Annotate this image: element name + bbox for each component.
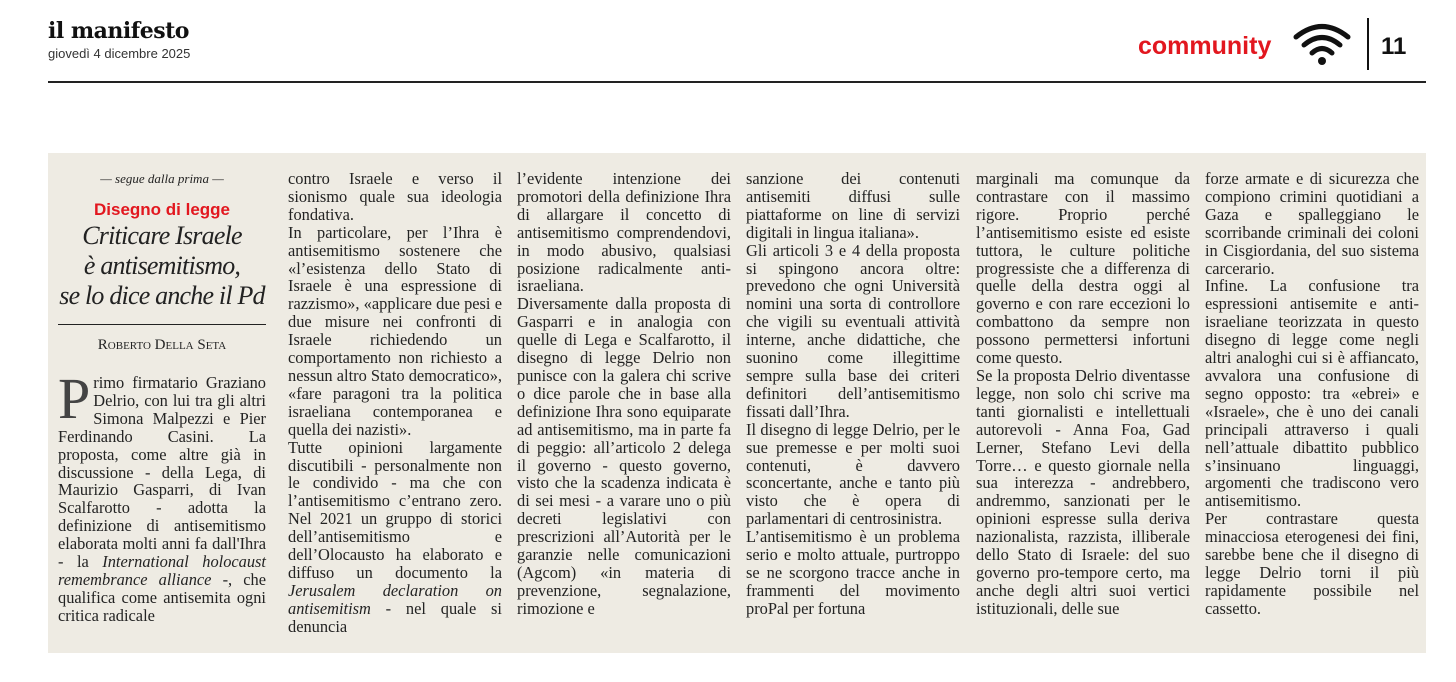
title-line: è antisemitismo, [83, 251, 241, 280]
drop-cap: P [58, 366, 91, 431]
column-1 [58, 170, 266, 625]
title-line: Criticare Israele [82, 221, 242, 250]
kicker: — segue dalla prima — [100, 171, 224, 186]
paragraph: sanzione dei contenuti antisemiti diffusi sulle piattaforme on line di servizi digitali in lingua italiana». [746, 169, 960, 242]
paragraph: forze armate e di sicurezza che compiono crimini quotidiani a Gaza e spalleggiano le scorribande criminali dei coloni in Cisgiordania, del suo sistema carcerario. [1205, 169, 1419, 278]
paragraph: contro Israele e verso il sionismo quale sua ideologia fondativa. [288, 169, 502, 224]
paragraph: Il disegno di legge Delrio, per le sue premesse e per molti suoi contenuti, è davvero sconcertante, anche e tanto più visto che è opera di parlamentari di centrosinistra. [746, 419, 960, 529]
paragraph: Infine. La confusione tra espressioni antisemite e anti-israeliane teorizzata in questo disegno di legge come negli altri analoghi cui si è affiancato, avvalora una confusione di segno opposto: tra «ebrei» e «Israele», che è uno dei canali principali attraverso i quali nell’attuale dibattito pubblico s’insinuano linguaggi, argomenti che tradiscono vero antisemitismo. [1205, 276, 1419, 511]
issue-date: giovedì 4 dicembre 2025 [48, 46, 191, 61]
newspaper-logo: il manifesto [48, 18, 189, 44]
paragraph: L’antisemitismo è un problema serio e molto attuale, purtroppo se ne scorgono tracce anche in frammenti del movimento proPal per fortuna [746, 527, 960, 618]
paragraph: Per contrastare questa minacciosa eterogenesi dei fini, sarebbe bene che il disegno di legge Delrio torni il più rapidamente possibile nel cassetto. [1205, 509, 1419, 618]
column-5 [976, 170, 1190, 618]
column-4 [746, 170, 960, 618]
column-3 [517, 170, 731, 618]
author-byline: Roberto Della Seta [97, 337, 227, 353]
page-number: 11 [1381, 33, 1407, 60]
article-title [58, 221, 266, 311]
title-line: se lo dice anche il Pd [59, 281, 265, 310]
masthead [48, 18, 190, 61]
column-6 [1205, 170, 1419, 618]
header-rule [48, 81, 1426, 83]
paragraph: Diversamente dalla proposta di Gasparri e in analogia con quelle di Lega e Scalfarotto, il disegno di legge Delrio non punisce con la galera chi scrive o dice parole che in base alla definizione Ihra sono equiparate ad antisemitismo, ma in parte fa di peggio: all’articolo 2 delega il governo - questo governo, visto che la scadenza indicata è di sei mesi - a varare uno o più decreti legislativi con prescrizioni all’Autorità per le garanzie nelle comunicazioni (Agcom) «in materia di prevenzione, segnalazione, rimozione e [517, 294, 731, 618]
article-box [48, 153, 1426, 653]
article-tag: Disegno di legge [93, 200, 231, 219]
wifi-icon [1292, 22, 1352, 66]
section-title: community [1138, 32, 1272, 60]
paragraph: Gli articoli 3 e 4 della proposta si spingono ancora oltre: prevedono che ogni Università nomini una sorta di controllore che vigili su eventuali attività interne, anche didattiche, che suonino come illegittime sempre sulla base dei criteri definitori dell’antisemitismo fissati dall’Ihra. [746, 240, 960, 421]
paragraph: In particolare, per l’Ihra è antisemitismo sostenere che «l’esistenza dello Stato di Israele è una espressione di razzismo», «applicare due pesi e due misure nei confronti di Israele richiedendo un comportamento non richiesto a nessun altro Stato democratico», «fare paragoni tra la politica israeliana contemporanea e quella dei nazisti». [288, 222, 502, 439]
lead-paragraph: Primo firmatario Graziano Delrio, con lui tra gli altri Simona Malpezzi e Pier Ferdinando Casini. La proposta, come altre già in discussione - della Lega, di Maurizio Gasparri, di Ivan Scalfarotto - adotta la definizione di antisemitismo elaborata molti anni fa dall'Ihra - la International holocaust remembrance alliance -, che qualifica come antisemita ogni critica radicale [58, 366, 266, 625]
paragraph: l’evidente intenzione dei promotori della definizione Ihra di allargare il concetto di antisemitismo comprendendovi, in modo abusivo, qualsiasi posizione radicalmente anti-israeliana. [517, 169, 731, 296]
column-2 [288, 170, 502, 636]
paragraph: Tutte opinioni largamente discutibili - personalmente non le condivido - ma che con l’antisemitismo c’entrano zero. Nel 2021 un gruppo di storici dell’antisemitismo e dell’Olocausto ha elaborato e diffuso un documento la Jerusalem declaration on antisemitism - nel quale si denuncia [288, 437, 502, 636]
paragraph: marginali ma comunque da contrastare con il massimo rigore. Proprio perché l’antisemitismo esiste ed esiste tuttora, le culture politiche progressiste che a differenza di quelle della destra oggi al governo e con rare eccezioni lo combattono da sempre non possono permettersi infortuni come questo. [976, 169, 1190, 368]
byline-rule [58, 324, 266, 325]
header-separator [1367, 18, 1369, 70]
paragraph: Se la proposta Delrio diventasse legge, non solo chi scrive ma tanti giornalisti e intellettuali autorevoli - Anna Foa, Gad Lerner, Stefano Levi della Torre… e questo giornale nella sua interezza - andrebbero, andremmo, sanzionati per le opinioni espresse sulla deriva nazionalista, razzista, illiberale dello Stato di Israele: del suo governo pro-tempore certo, ma anche degli altri suoi vertici istituzionali, delle sue [976, 365, 1190, 618]
